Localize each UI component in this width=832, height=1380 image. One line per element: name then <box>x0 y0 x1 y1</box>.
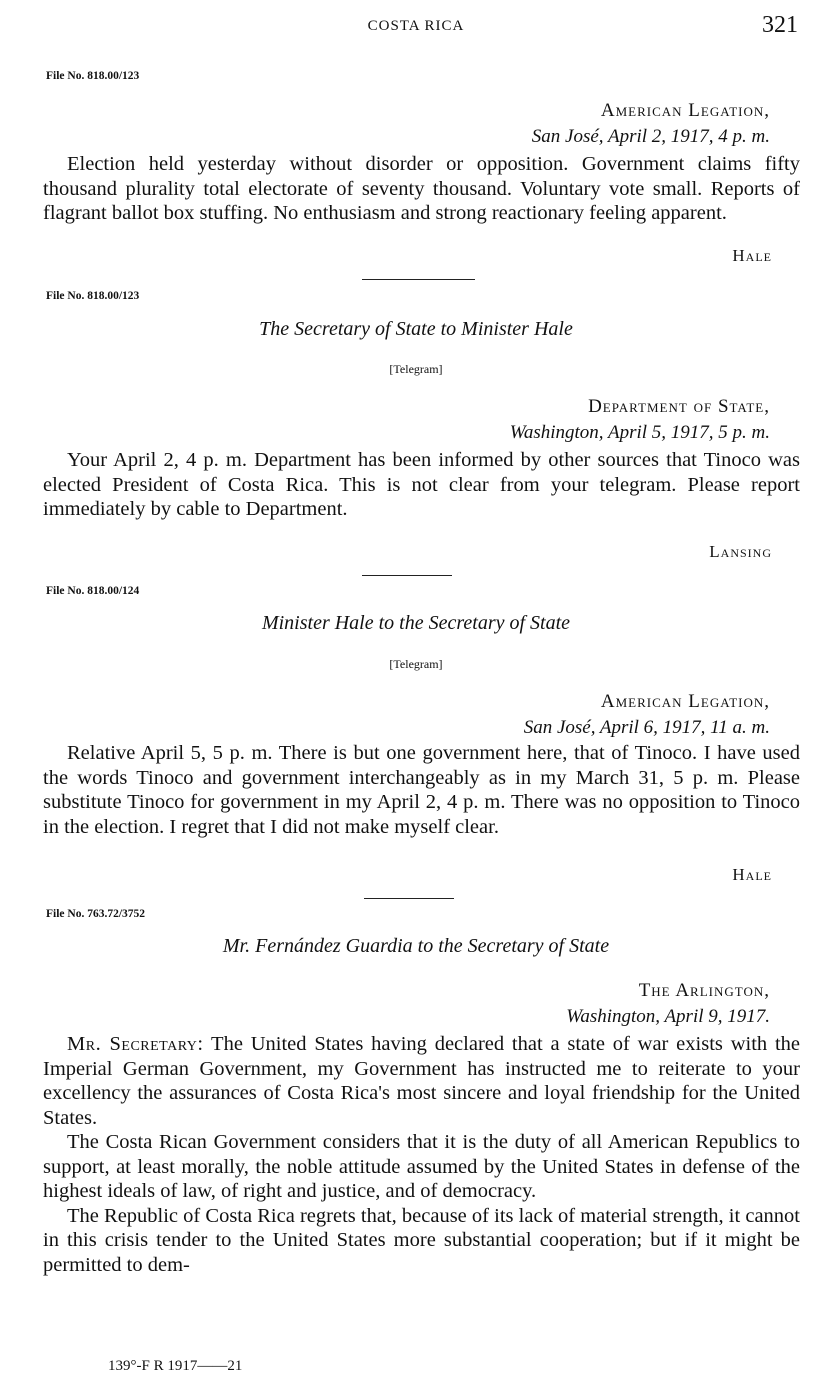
dateline <box>532 98 770 150</box>
message-body <box>43 448 800 522</box>
section-divider <box>364 898 454 899</box>
document-title: Minister Hale to the Secretary of State <box>261 612 571 634</box>
signature: Lansing <box>709 542 772 561</box>
dateline-place: American Legation, <box>600 691 770 712</box>
dateline-date: San José, April 2, 1917, 4 p. m. <box>531 126 770 147</box>
file-number: File No. 818.00/123 <box>46 290 140 302</box>
section-divider <box>362 575 452 576</box>
message-body <box>43 741 800 839</box>
dateline <box>524 689 770 741</box>
paragraph: Your April 2, 4 p. m. Department has been informed by other sources that Tinoco was elected President of Costa Rica. This is not clear from your telegram. Please report immediately by cable to Department. <box>43 449 800 520</box>
signature: Hale <box>732 865 772 884</box>
dateline-date: Washington, April 5, 1917, 5 p. m. <box>509 422 770 443</box>
dateline <box>566 978 770 1030</box>
paragraph-text: The United States having declared that a state of war exists with the Imperial German Government, my Government has instructed me to reiterate to your excellency the assurances of Costa Rica's most sincere and loyal friendship for the United States. <box>43 1033 800 1129</box>
document-title: Mr. Fernández Guardia to the Secretary of State <box>222 935 610 957</box>
dateline-date: San José, April 6, 1917, 11 a. m. <box>523 717 770 738</box>
dateline-place: The Arlington, <box>638 980 770 1001</box>
paragraph: The Republic of Costa Rica regrets that, because of its lack of material strength, it cannot in this crisis tender to the United States more substantial cooperation; but if it might be permitted to dem- <box>43 1204 800 1276</box>
page-number: 321 <box>762 12 798 38</box>
paragraph: The Costa Rican Government considers that it is the duty of all American Republics to support, at least morally, the noble attitude assumed by the United States in defense of the highest ideals of law, of right and justice, and of democracy. <box>43 1131 800 1202</box>
telegram-note: [Telegram] <box>389 657 443 671</box>
message-body <box>43 152 800 226</box>
paragraph: Election held yesterday without disorder or opposition. Government claims fifty thousand plurality total electorate of seventy thousand. Voluntary vote small. Reports of flagrant ballot box stuffing. No enthusiasm and strong reactionary feeling apparent. <box>43 153 800 224</box>
running-head: COSTA RICA <box>367 18 465 34</box>
file-number: File No. 818.00/124 <box>46 585 140 597</box>
paragraph <box>43 1032 800 1130</box>
document-title: The Secretary of State to Minister Hale <box>259 318 573 340</box>
file-number: File No. 818.00/123 <box>46 70 140 82</box>
section-divider <box>362 279 475 280</box>
salutation: Mr. Secretary: <box>67 1033 204 1055</box>
dateline-place: Department of State, <box>588 396 770 417</box>
dateline-place: American Legation, <box>600 100 770 121</box>
dateline-date: Washington, April 9, 1917. <box>566 1006 770 1027</box>
dateline <box>510 394 770 446</box>
page-footer: 139°-F R 1917——21 <box>108 1358 243 1374</box>
letter-body <box>43 1032 800 1277</box>
paragraph: Relative April 5, 5 p. m. There is but one government here, that of Tinoco. I have used the words Tinoco and government interchangeably as in my March 31, 5 p. m. Please substitute Tinoco for government in my April 2, 4 p. m. There was no opposition to Tinoco in the election. I regret that I did not make myself clear. <box>43 742 800 838</box>
telegram-note: [Telegram] <box>389 362 443 376</box>
signature: Hale <box>732 246 772 265</box>
file-number: File No. 763.72/3752 <box>46 908 146 920</box>
